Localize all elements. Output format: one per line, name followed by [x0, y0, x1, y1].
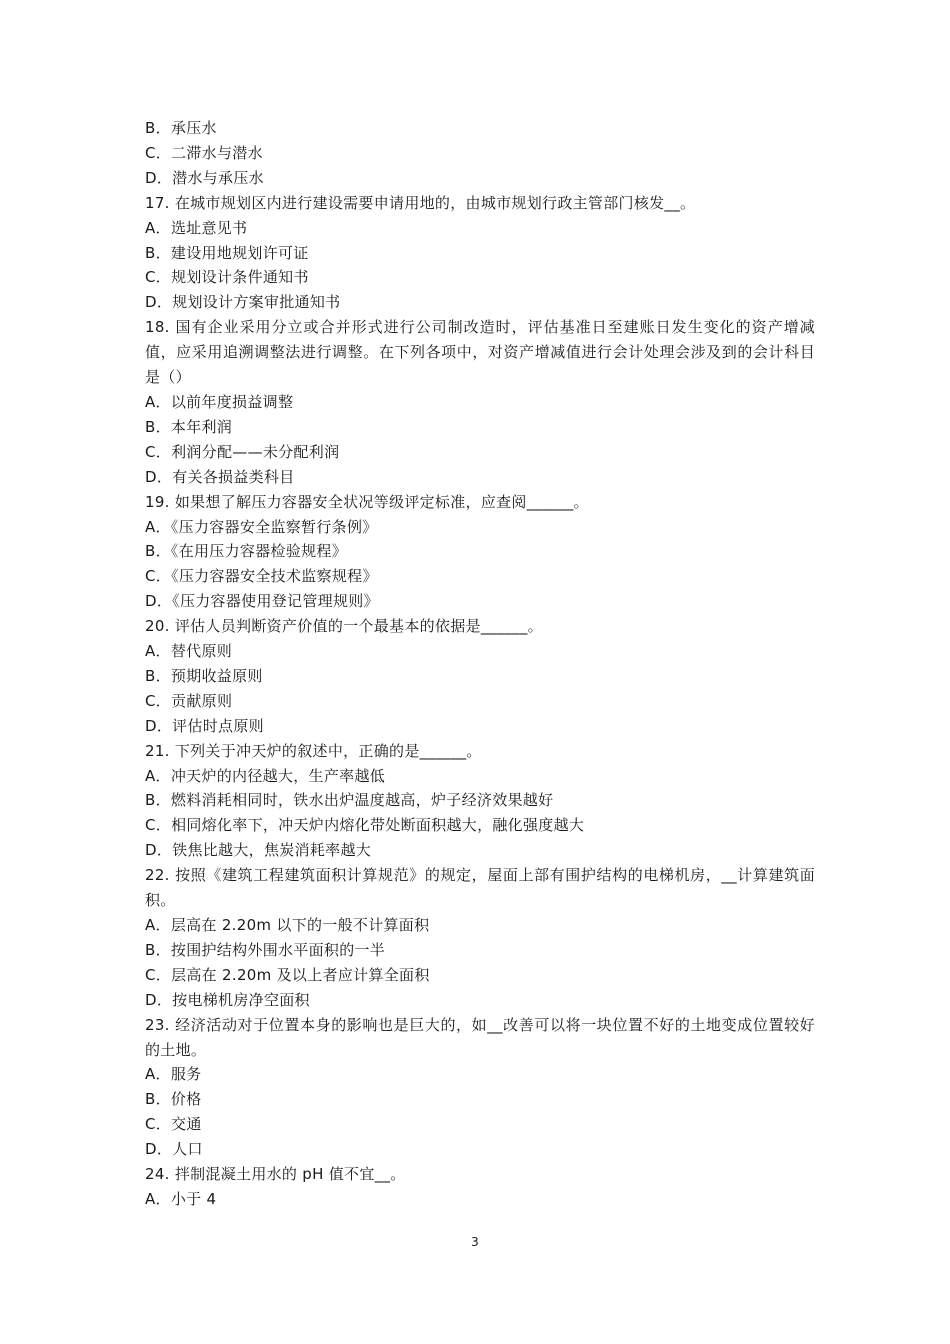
option-line: C．相同熔化率下，冲天炉内熔化带处断面积越大，融化强度越大 — [145, 816, 585, 835]
option-line: D．人口 — [145, 1140, 203, 1159]
question-24: 24. 拌制混凝土用水的 pH 值不宜__。 — [145, 1165, 406, 1184]
option-line: D．铁焦比越大，焦炭消耗率越大 — [145, 841, 372, 860]
option-line: C．《压力容器安全技术监察规程》 — [145, 567, 378, 586]
page-number: 3 — [471, 1235, 479, 1249]
option-line: A．《压力容器安全监察暂行条例》 — [145, 517, 378, 536]
option-line: A．选址意见书 — [145, 218, 248, 237]
option-line: C．层高在 2.20m 及以上者应计算全面积 — [145, 965, 430, 984]
exam-questions-body — [145, 116, 815, 1212]
question-23: 23. 经济活动对于位置本身的影响也是巨大的，如__改善可以将一块位置不好的土地变成位置较好的土地。 — [145, 1015, 815, 1059]
question-17: 17. 在城市规划区内进行建设需要申请用地的，由城市规划行政主管部门核发__。 — [145, 193, 696, 212]
option-line: C．利润分配——未分配利润 — [145, 442, 340, 461]
option-line: D．规划设计方案审批通知书 — [145, 293, 341, 312]
option-line: A．服务 — [145, 1065, 202, 1084]
option-line: D．评估时点原则 — [145, 716, 264, 735]
option-line: C．贡献原则 — [145, 691, 233, 710]
option-line: B．承压水 — [145, 119, 217, 137]
question-21: 21. 下列关于冲天炉的叙述中，正确的是______。 — [145, 741, 482, 760]
option-line: A．小于 4 — [145, 1189, 217, 1208]
option-line: C．二滞水与潜水 — [145, 143, 263, 162]
option-line: C．规划设计条件通知书 — [145, 268, 309, 287]
option-line: A．替代原则 — [145, 642, 233, 661]
option-line: D．《压力容器使用登记管理规则》 — [145, 592, 379, 611]
question-22: 22. 按照《建筑工程建筑面积计算规范》的规定，屋面上部有围护结构的电梯机房，__计算建筑面积。 — [145, 866, 815, 910]
option-line: D．潜水与承压水 — [145, 168, 264, 187]
option-line: B．按围护结构外围水平面积的一半 — [145, 940, 386, 959]
option-line: B．本年利润 — [145, 417, 233, 436]
question-18: 18. 国有企业采用分立或合并形式进行公司制改造时，评估基准日至建账日发生变化的资产增减值，应采用追溯调整法进行调整。在下列各项中，对资产增减值进行会计处理会涉及到的会计科目是（） — [145, 318, 815, 387]
option-line: B．燃料消耗相同时，铁水出炉温度越高，炉子经济效果越好 — [145, 791, 554, 810]
option-line: B．《在用压力容器检验规程》 — [145, 542, 347, 561]
option-line: D．按电梯机房净空面积 — [145, 990, 310, 1009]
option-line: C．交通 — [145, 1115, 202, 1134]
option-line: D．有关各损益类科目 — [145, 467, 295, 486]
option-line: B．建设用地规划许可证 — [145, 243, 309, 262]
option-line: A．以前年度损益调整 — [145, 392, 294, 411]
option-line: B．预期收益原则 — [145, 666, 263, 685]
question-19: 19. 如果想了解压力容器安全状况等级评定标准，应查阅______。 — [145, 492, 589, 511]
option-line: B．价格 — [145, 1090, 202, 1109]
option-line: A．层高在 2.20m 以下的一般不计算面积 — [145, 916, 430, 934]
question-20: 20. 评估人员判断资产价值的一个最基本的依据是______。 — [145, 617, 543, 636]
option-line: A．冲天炉的内径越大，生产率越低 — [145, 766, 386, 785]
